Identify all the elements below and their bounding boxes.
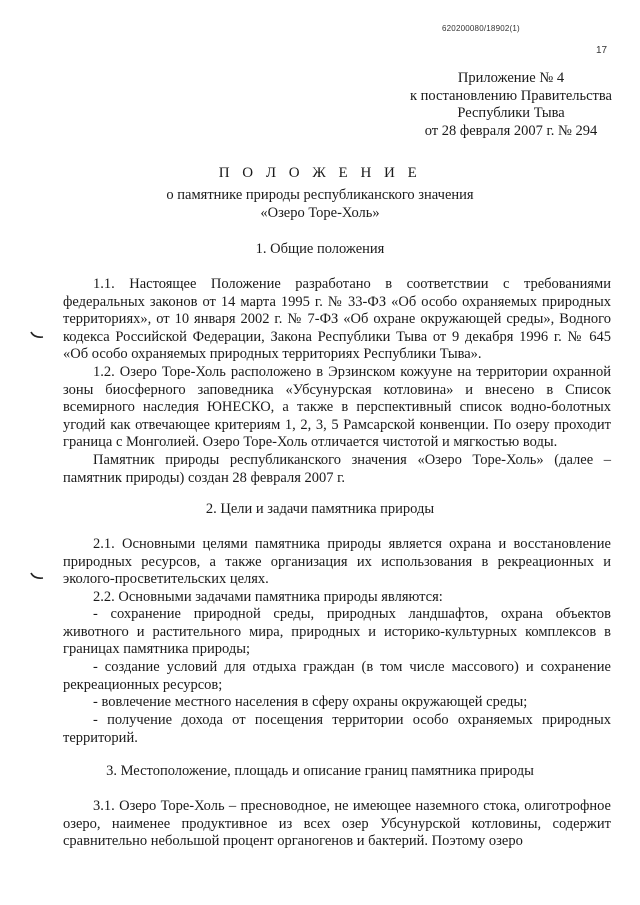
handwritten-check-mark-icon bbox=[30, 331, 44, 339]
appendix-line-3: Республики Тыва bbox=[457, 105, 565, 121]
paragraph-3-1: 3.1. Озеро Торе-Холь – пресноводное, не имеющее наземного стока, олиготрофное озеро, наименее продуктивное из всех озер Убсунурской котловины, содержит сравнительно небольшой процент органогенов и бактерий. Поэтому озеро bbox=[63, 798, 611, 850]
appendix-line-2: к постановлению Правительства bbox=[410, 87, 612, 104]
page-number: 17 bbox=[596, 45, 608, 56]
paragraph-2-2: 2.2. Основными задачами памятника природы являются: bbox=[93, 589, 443, 605]
appendix-line-4: от 28 февраля 2007 г. № 294 bbox=[424, 122, 598, 139]
appendix-block bbox=[410, 70, 612, 140]
paragraph-1-3: Памятник природы республиканского значения «Озеро Торе-Холь» (далее – памятник природы) создан 28 февраля 2007 г. bbox=[63, 452, 611, 486]
list-item-2-2-c: - вовлечение местного населения в сферу охраны окружающей среды; bbox=[93, 694, 528, 710]
document-title: П О Л О Ж Е Н И Е bbox=[218, 165, 422, 181]
subtitle-line-1: о памятнике природы республиканского значения bbox=[166, 187, 474, 203]
paragraph-1-1: 1.1. Настоящее Положение разработано в соответствии с требованиями федеральных законов от 14 марта 1995 г. № 33-ФЗ «Об особо охраняемых природных территориях», от 10 января 2002 г. № 7-ФЗ «Об охране окружающей среды», Водного кодекса Российской Федерации, Закона Республики Тыва от 9 декабря 1996 г. № 645 «Об особо охраняемых природных территориях Республики Тыва». bbox=[63, 276, 611, 363]
section-3-heading: 3. Местоположение, площадь и описание границ памятника природы bbox=[106, 763, 534, 779]
paragraph-1-2: 1.2. Озеро Торе-Холь расположено в Эрзинском кожууне на территории охранной зоны биосферного заповедника «Убсунурская котловина» и внесено в Список всемирного наследия ЮНЕСКО, а также в перспективный список водно-болотных угодий как отвечающее критериям 1, 2, 3, 5 Рамсарской конвенции. По озеру проходит граница с Монголией. Озеро Торе-Холь отличается чистотой и мягкостью воды. bbox=[63, 364, 611, 451]
document-subtitle bbox=[0, 186, 640, 222]
section-1-heading: 1. Общие положения bbox=[255, 241, 385, 257]
list-item-2-2-d: - получение дохода от посещения территории особо охраняемых природных территорий. bbox=[63, 712, 611, 746]
handwritten-check-mark-icon bbox=[30, 572, 44, 580]
list-item-2-2-b: - создание условий для отдыха граждан (в том числе массового) и сохранение рекреационных ресурсов; bbox=[63, 659, 611, 693]
section-2-heading: 2. Цели и задачи памятника природы bbox=[205, 501, 435, 517]
paragraph-2-1: 2.1. Основными целями памятника природы является охрана и восстановление природных ресурсов, а также организация их использования в рекреационных и эколого-просветительских целях. bbox=[63, 536, 611, 588]
document-id: 620200080/18902(1) bbox=[442, 24, 520, 33]
appendix-line-1: Приложение № 4 bbox=[457, 70, 565, 86]
list-item-2-2-a: - сохранение природной среды, природных ландшафтов, охрана объектов животного и растительного мира, природных и историко-культурных комплексов в границах памятника природы; bbox=[63, 606, 611, 658]
subtitle-line-2: «Озеро Торе-Холь» bbox=[260, 205, 380, 221]
